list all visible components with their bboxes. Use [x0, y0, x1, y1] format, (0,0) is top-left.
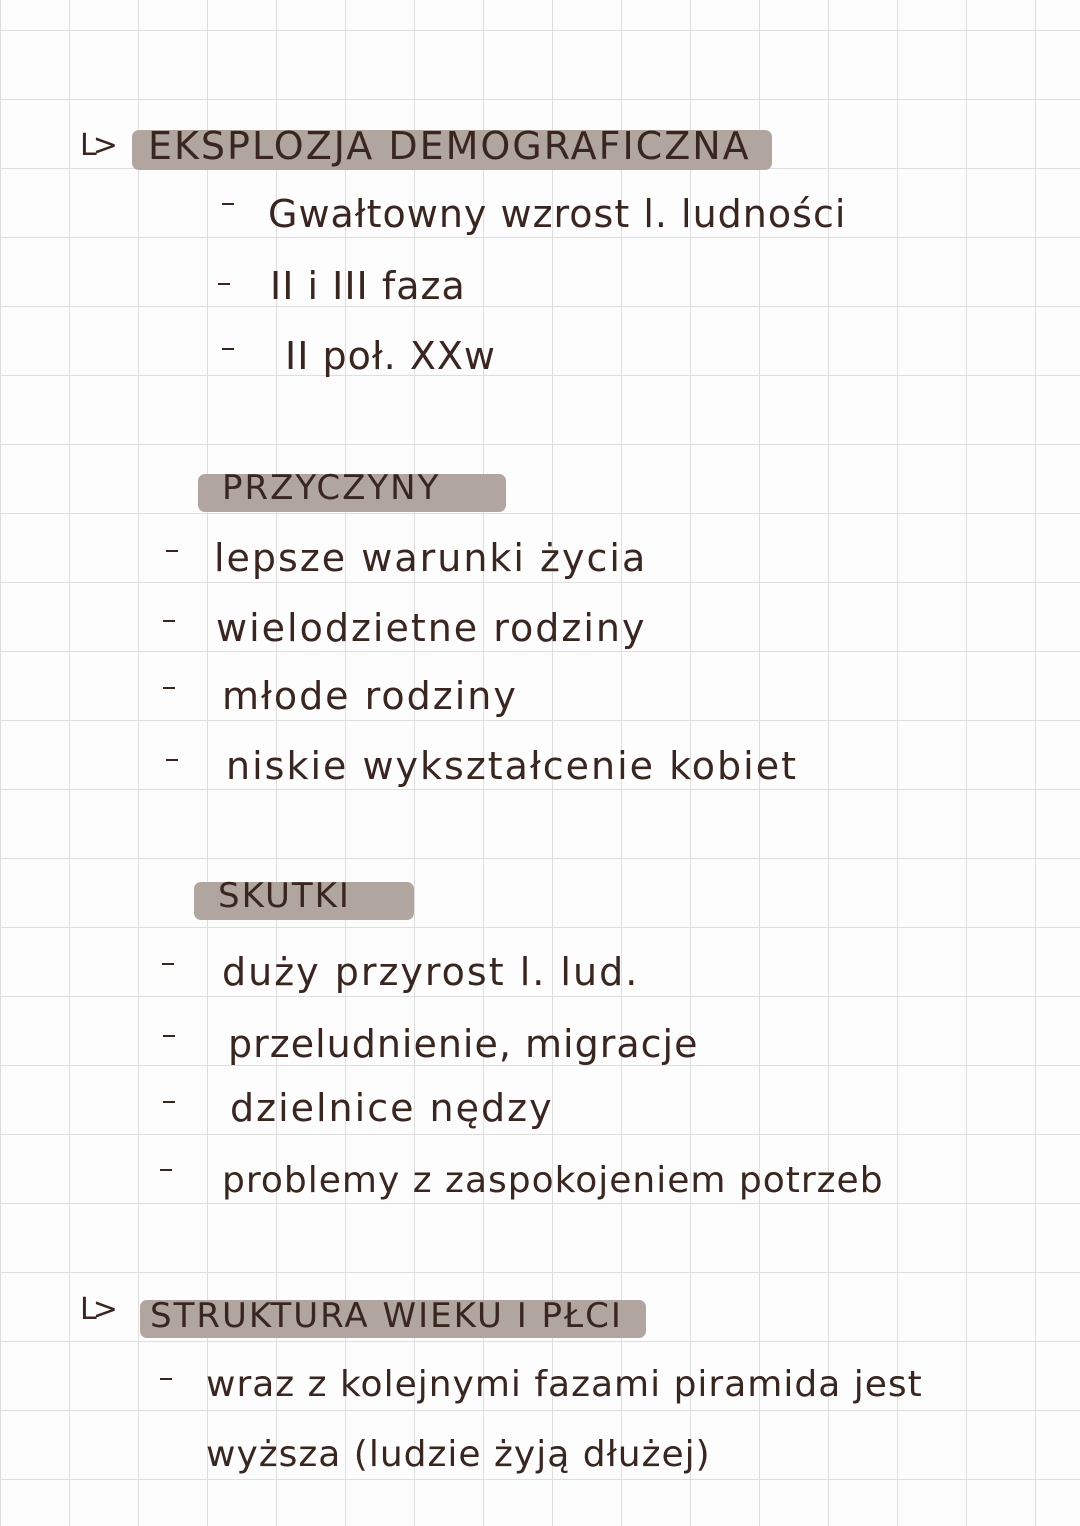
subsection-title-przyczyny: PRZYCZYNY — [222, 468, 441, 508]
list-item: Gwałtowny wzrost l. ludności — [268, 192, 847, 236]
list-item: niskie wykształcenie kobiet — [226, 744, 798, 788]
bullet-dash — [162, 963, 174, 965]
section-title-struktura: STRUKTURA WIEKU I PŁCI — [150, 1296, 623, 1336]
bullet-dash — [160, 1378, 172, 1380]
list-item: wielodzietne rodziny — [216, 606, 647, 650]
list-item: lepsze warunki życia — [214, 536, 648, 580]
section-title-eksplozja: EKSPLOZJA DEMOGRAFICZNA — [148, 124, 751, 168]
list-item: młode rodziny — [222, 674, 518, 718]
bullet-dash — [163, 1101, 175, 1103]
bullet-dash — [163, 620, 175, 622]
list-item: problemy z zaspokojeniem potrzeb — [222, 1160, 884, 1201]
bullet-dash — [163, 687, 175, 689]
bullet-dash — [222, 348, 234, 350]
list-item: duży przyrost l. lud. — [222, 950, 640, 994]
bullet-dash — [163, 1035, 175, 1037]
arrow-marker: L> — [80, 1292, 114, 1327]
list-item-continuation: wyższa (ludzie żyją dłużej) — [206, 1434, 711, 1475]
list-item: II i III faza — [270, 264, 466, 308]
list-item: dzielnice nędzy — [230, 1086, 554, 1130]
list-item: II poł. XXw — [285, 334, 496, 378]
list-item: przeludnienie, migracje — [228, 1022, 699, 1066]
arrow-marker: L> — [80, 128, 114, 163]
bullet-dash — [160, 1169, 172, 1171]
bullet-dash — [166, 759, 178, 761]
bullet-dash — [218, 283, 230, 285]
bullet-dash — [166, 550, 178, 552]
subsection-title-skutki: SKUTKI — [218, 876, 351, 916]
bullet-dash — [222, 203, 234, 205]
list-item: wraz z kolejnymi fazami piramida jest — [206, 1364, 923, 1405]
